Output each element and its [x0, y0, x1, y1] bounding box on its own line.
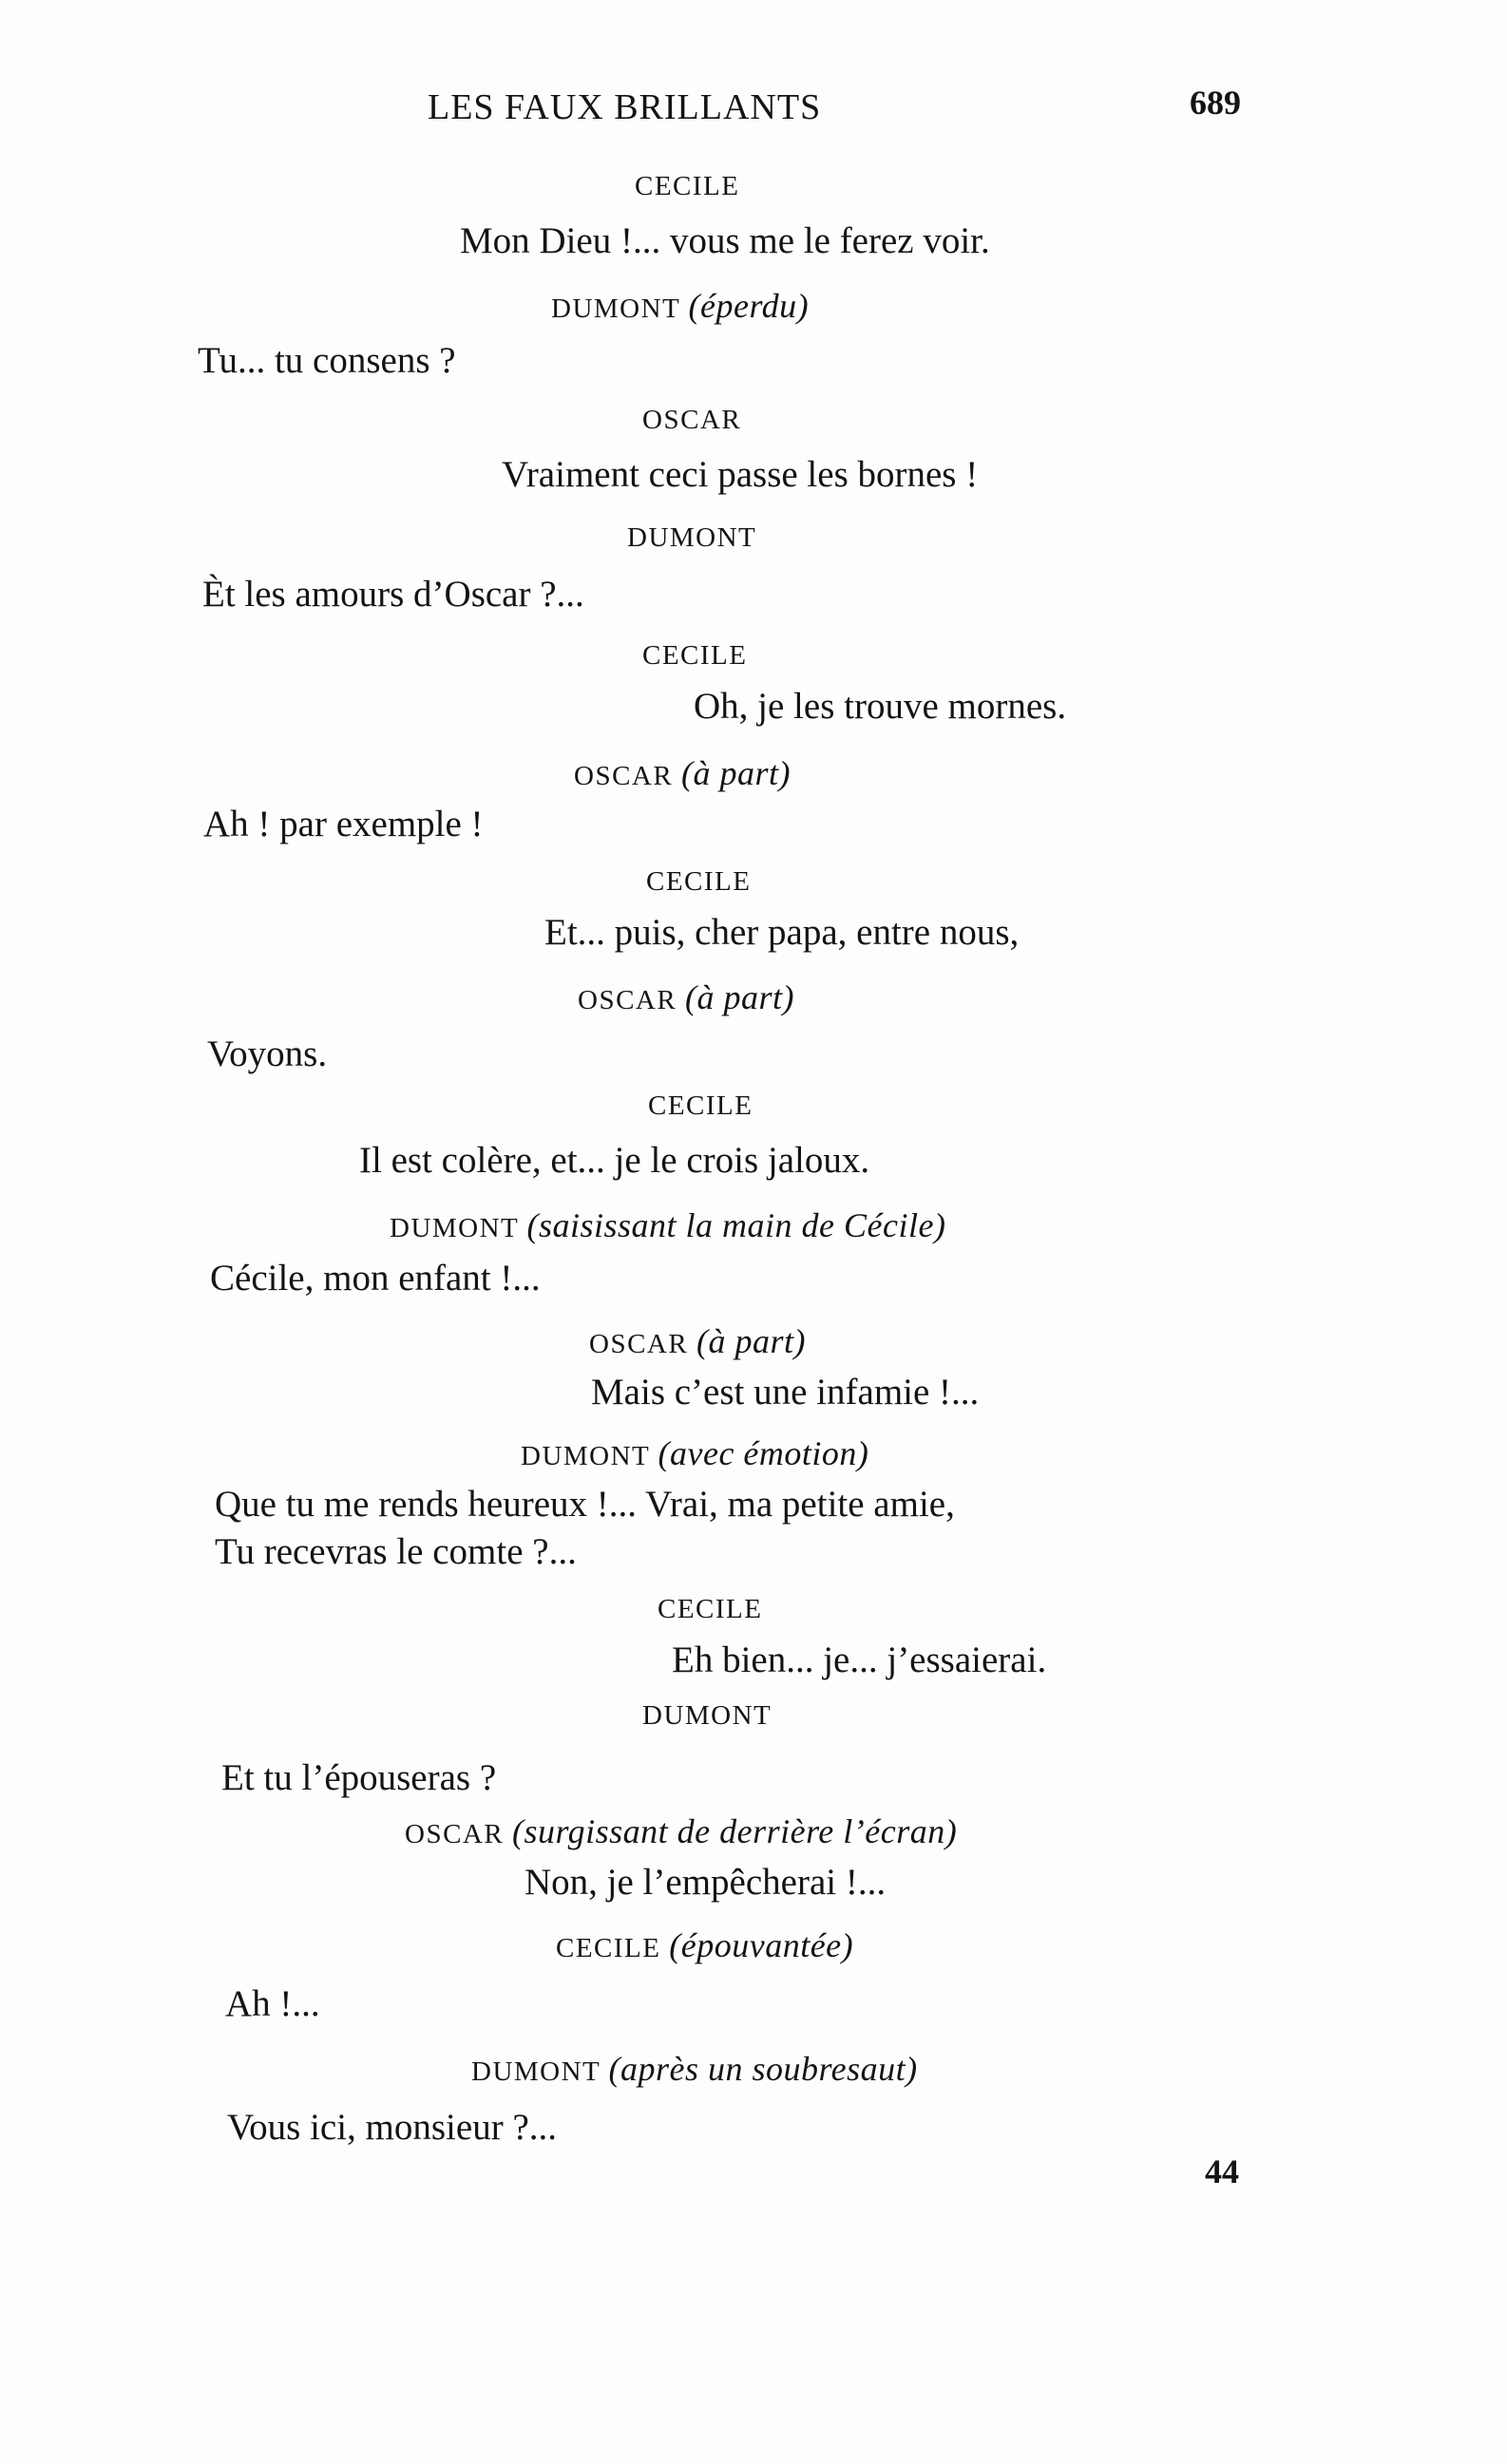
speaker-name: DUMONT: [521, 1441, 650, 1471]
speaker-name: CECILE: [646, 866, 752, 897]
speaker-line: [521, 1436, 868, 1470]
verse-line: Eh bien... je... j’essaierai.: [672, 1640, 1047, 1680]
speaker-line: [390, 1208, 945, 1242]
speaker-line: [574, 756, 791, 790]
speaker-line: [658, 1596, 763, 1623]
speaker-name: OSCAR: [574, 761, 674, 791]
stage-direction: (après un soubresaut): [608, 2050, 918, 2088]
stage-direction: (éperdu): [688, 287, 810, 325]
stage-direction: (surgissant de derrière l’écran): [511, 1812, 958, 1850]
verse-line: Ah !...: [225, 1983, 320, 2024]
speaker-line: [551, 289, 809, 323]
speaker-name: DUMONT: [627, 522, 757, 553]
speaker-line: [405, 1814, 957, 1848]
stage-direction: (à part): [684, 978, 794, 1016]
verse-line: Tu... tu consens ?: [198, 340, 456, 381]
verse-line: Oh, je les trouve mornes.: [694, 686, 1067, 727]
verse-line: Vous ici, monsieur ?...: [227, 2107, 558, 2148]
speaker-line: [642, 642, 748, 670]
speaker-name: OSCAR: [589, 1329, 689, 1359]
verse-line: Et... puis, cher papa, entre nous,: [544, 912, 1020, 953]
speaker-name: CECILE: [648, 1090, 754, 1121]
speaker-name: DUMONT: [390, 1213, 519, 1243]
speaker-line: [642, 1702, 772, 1730]
verse-line: Non, je l’empêcherai !...: [525, 1862, 887, 1903]
speaker-name: DUMONT: [551, 294, 680, 324]
stage-direction: (à part): [696, 1322, 806, 1360]
speaker-line: [635, 173, 740, 200]
speaker-line: [642, 407, 741, 434]
verse-line: Cécile, mon enfant !...: [210, 1258, 541, 1298]
running-title: LES FAUX BRILLANTS: [428, 87, 822, 127]
speaker-name: CECILE: [658, 1594, 763, 1624]
signature-mark: 44: [1205, 2152, 1239, 2190]
speaker-name: CECILE: [635, 171, 740, 201]
speaker-line: [648, 1092, 754, 1120]
speaker-name: OSCAR: [578, 985, 677, 1015]
verse-line: Voyons.: [207, 1033, 328, 1074]
verse-line: Que tu me rends heureux !... Vrai, ma petite amie,: [215, 1484, 955, 1525]
stage-direction: (épouvantée): [669, 1926, 854, 1964]
speaker-line: [556, 1928, 853, 1962]
stage-direction: (avec émotion): [658, 1434, 869, 1472]
speaker-name: OSCAR: [642, 405, 742, 435]
verse-line: Et tu l’épouseras ?: [221, 1757, 497, 1798]
speaker-line: [589, 1324, 806, 1358]
verse-line: Ah ! par exemple !: [203, 804, 484, 844]
verse-line: Mais c’est une infamie !...: [591, 1372, 980, 1412]
verse-line: Mon Dieu !... vous me le ferez voir.: [460, 220, 990, 261]
speaker-line: [627, 524, 756, 552]
verse-line: Il est colère, et... je le crois jaloux.: [359, 1140, 870, 1181]
verse-line: Vraiment ceci passe les bornes !: [502, 454, 979, 495]
speaker-line: [646, 868, 752, 896]
speaker-line: [471, 2052, 918, 2086]
page-number: 689: [1190, 84, 1241, 122]
verse-line: Tu recevras le comte ?...: [215, 1531, 577, 1572]
stage-direction: (à part): [680, 754, 791, 792]
speaker-name: DUMONT: [471, 2056, 601, 2087]
stage-direction: (saisissant la main de Cécile): [526, 1206, 946, 1244]
speaker-name: DUMONT: [642, 1700, 773, 1731]
speaker-line: [578, 980, 794, 1014]
speaker-name: CECILE: [642, 640, 748, 671]
speaker-name: OSCAR: [405, 1819, 505, 1849]
verse-line: Èt les amours d’Oscar ?...: [202, 574, 584, 615]
speaker-name: CECILE: [556, 1933, 661, 1963]
